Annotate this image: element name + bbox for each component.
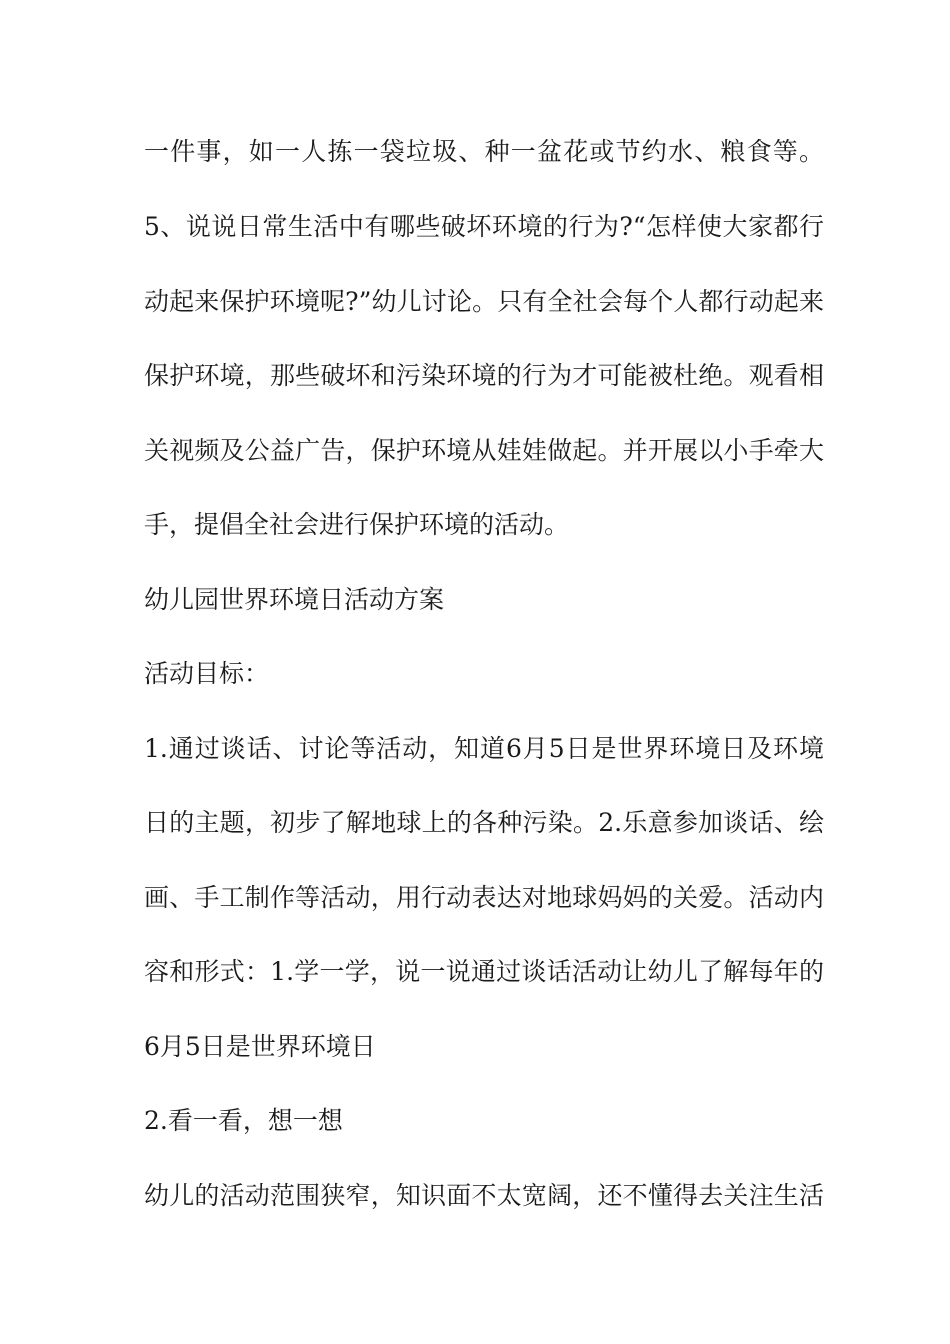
paragraph-line-5: 关视频及公益广告，保护环境从娃娃做起。并开展以小手牵大 [144, 436, 824, 465]
goals-line-3: 画、手工制作等活动，用行动表达对地球妈妈的关爱。活动内 [144, 883, 824, 912]
paragraph-line-1: 一件事，如一人拣一袋垃圾、种一盆花或节约水、粮食等。 [144, 137, 824, 166]
paragraph-line-3: 动起来保护环境呢?”幼儿讨论。只有全社会每个人都行动起来 [144, 287, 824, 316]
item-heading-2: 2.看一看，想一想 [144, 1106, 343, 1135]
goals-line-5: 6月5日是世界环境日 [144, 1032, 376, 1061]
paragraph-line-2: 5、说说日常生活中有哪些破坏环境的行为?“怎样使大家都行 [144, 212, 824, 241]
paragraph-line-6: 手，提倡全社会进行保护环境的活动。 [144, 510, 570, 539]
paragraph-line-4: 保护环境，那些破坏和污染环境的行为才可能被杜绝。观看相 [144, 361, 824, 390]
goals-line-2: 日的主题，初步了解地球上的各种污染。2.乐意参加谈话、绘 [144, 808, 824, 837]
goals-line-4: 容和形式：1.学一学，说一说通过谈话活动让幼儿了解每年的 [144, 957, 824, 986]
paragraph-last-line: 幼儿的活动范围狭窄，知识面不太宽阔，还不懂得去关注生活 [144, 1181, 824, 1210]
goals-line-1: 1.通过谈话、讨论等活动，知道6月5日是世界环境日及环境 [144, 734, 824, 763]
section-heading: 幼儿园世界环境日活动方案 [144, 585, 445, 614]
goals-heading: 活动目标： [144, 659, 270, 688]
